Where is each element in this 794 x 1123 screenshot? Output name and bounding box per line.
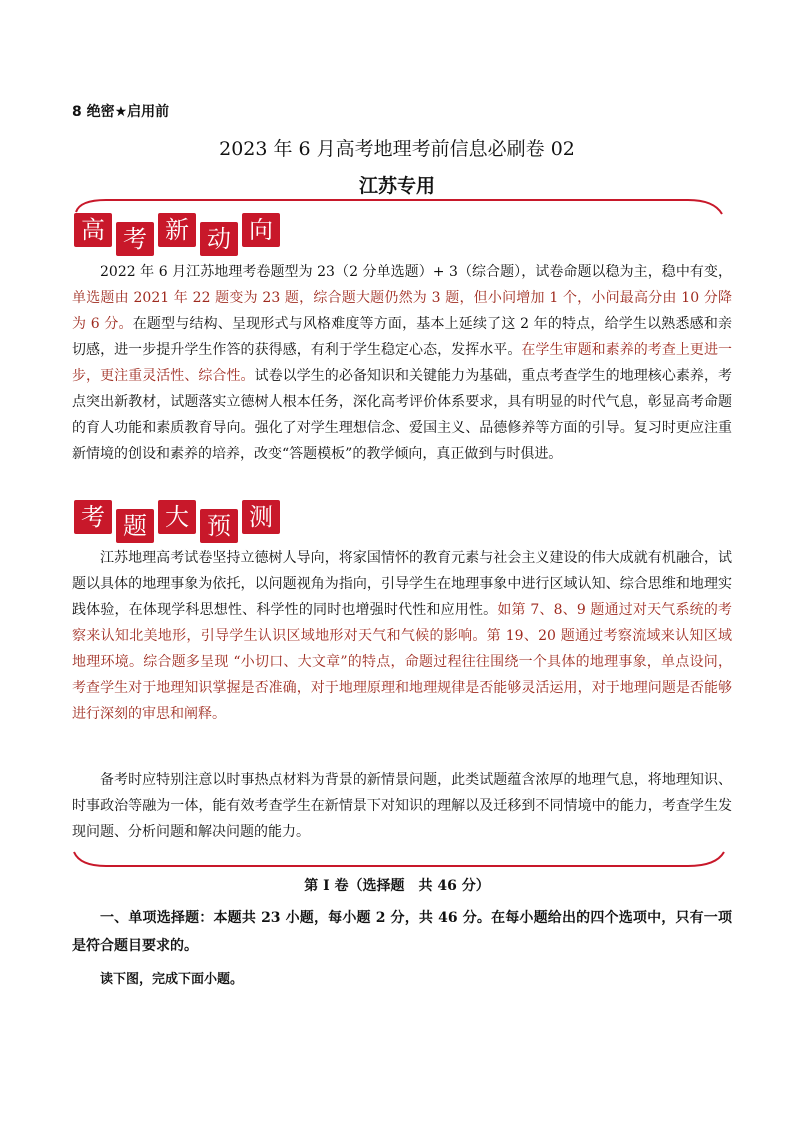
highlight-run: 在学生审题和素养的考查上更进一步，更注重灵活性、综合性。 [72, 342, 732, 384]
page-subtitle: 江苏专用 [358, 175, 435, 197]
page-title: 2023 年 6 月高考地理考前信息必刷卷 02 [219, 138, 575, 160]
heading-tile: 新 [158, 213, 196, 247]
predictions-paragraph-1 [72, 545, 732, 727]
text-run: 2022 年 6 月江苏地理考卷题型为 23（2 分单选题）+ 3（综合题），试卷命题以稳为主，稳中有变， [100, 264, 732, 280]
question-instructions: 一、单项选择题：本题共 23 小题，每小题 2 分，共 46 分。在每小题给出的四个选项中，只有一项是符合题目要求的。 [72, 910, 732, 954]
text-run: 在题型与结构、呈现形式与风格难度等方面，基本上延续了这 2 年的特点，给学生以熟悉感和亲切感，进一步提升学生作答的获得感，有利于学生稳定心态，发挥水平。 [72, 316, 732, 358]
trends-paragraph [72, 259, 732, 467]
heading-tile: 大 [158, 500, 196, 534]
heading-tile: 向 [242, 213, 280, 247]
heading-tile: 高 [74, 213, 112, 247]
heading-tile: 预 [200, 509, 238, 543]
heading-tile: 题 [116, 509, 154, 543]
bottom-frame-line [66, 848, 730, 870]
highlight-run: 单选题由 2021 年 22 题变为 23 题，综合题大题仍然为 3 题，但小问增加 1 个，小问最高分由 10 分降为 6 分。 [72, 290, 732, 332]
part-one-title: 第 I 卷（选择题 共 46 分） [304, 878, 490, 894]
read-figure-prompt: 读下图，完成下面小题。 [100, 972, 244, 987]
highlight-run: 如第 7、8、9 题通过对天气系统的考察来认知北美地形，引导学生认识区域地形对天气和气候的影响。第 19、20 题通过考察流域来认知区域地理环境。综合题多呈现 “小切口、大文章”的特点，命题过程往往围绕一个具体的地理事象，单点设问，考查学生对于地理知识掌握是否准确，对于地理原理和地理规律是否能够灵活运用，对于地理问题是否能够进行深刻的审思和阐释。 [72, 602, 732, 722]
text-run: 试卷以学生的必备知识和关键能力为基础，重点考查学生的地理核心素养，考点突出新教材，试题落实立德树人根本任务，深化高考评价体系要求，具有明显的时代气息，彰显高考命题的育人功能和素质教育导向。强化了对学生理想信念、爱国主义、品德修养等方面的引导。复习时更应注重新情境的创设和素养的培养，改变“答题模板”的教学倾向，真正做到与时俱进。 [72, 368, 733, 462]
secret-label: 8 绝密★启用前 [72, 104, 170, 120]
predictions-paragraph-2: 备考时应特别注意以时事热点材料为背景的新情景问题，此类试题蕴含浓厚的地理气息，将地理知识、时事政治等融为一体，能有效考查学生在新情景下对知识的理解以及迁移到不同情境中的能力，考查学生发现问题、分析问题和解决问题的能力。 [72, 772, 732, 840]
text-run: 江苏地理高考试卷坚持立德树人导向，将家国情怀的教育元素与社会主义建设的伟大成就有机融合，试题以具体的地理事象为依托，以问题视角为指向，引导学生在地理事象中进行区域认知、综合思维和地理实践体验，在体现学科思想性、科学性的同时也增强时代性和应用性。 [72, 550, 732, 618]
heading-tile: 测 [242, 500, 280, 534]
heading-tile: 考 [116, 222, 154, 256]
heading-tile: 考 [74, 500, 112, 534]
section-heading-predictions [74, 500, 280, 543]
heading-tile: 动 [200, 222, 238, 256]
section-heading-new-trends [74, 213, 280, 256]
